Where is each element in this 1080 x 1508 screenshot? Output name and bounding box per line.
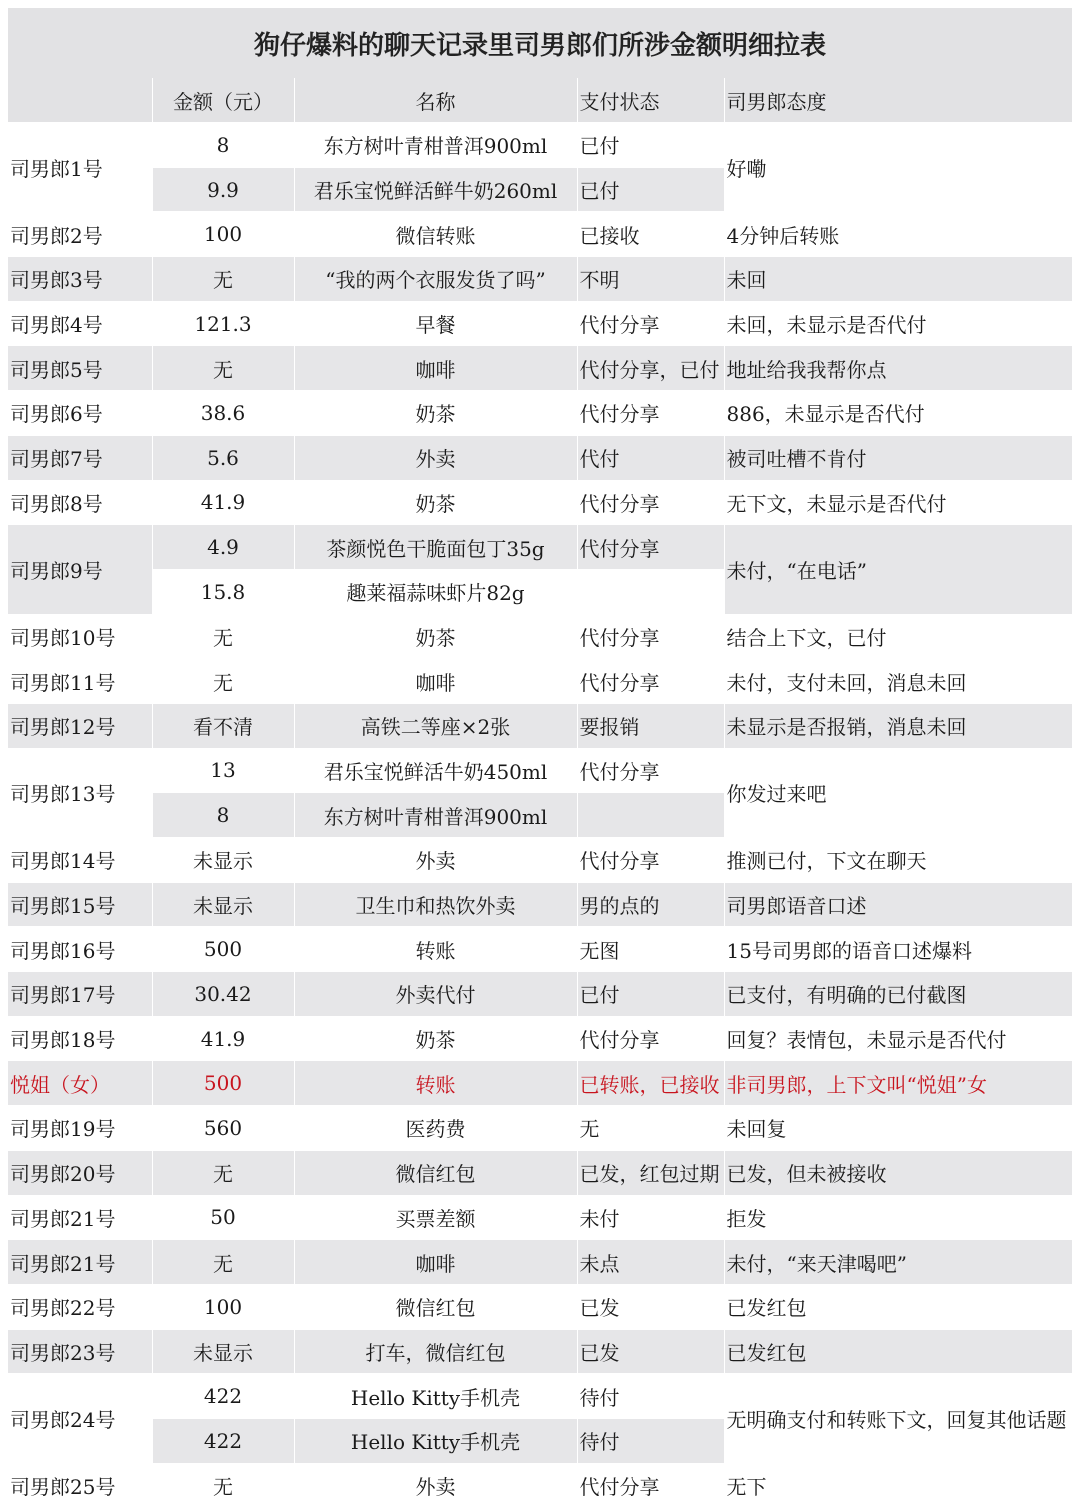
status-cell: 已发，红包过期 (577, 1150, 724, 1195)
attitude-cell: 未付，“来天津喝吧” (724, 1240, 1072, 1285)
sheet-title: 狗仔爆料的聊天记录里司男郎们所涉金额明细拉表 (8, 8, 1072, 78)
attitude-cell: 未付，“在电话” (724, 525, 1072, 614)
amount-cell: 8 (152, 793, 294, 838)
item-name-cell: 微信红包 (294, 1284, 577, 1329)
amount-cell: 560 (152, 1106, 294, 1151)
status-cell: 代付分享 (577, 480, 724, 525)
status-cell: 未点 (577, 1240, 724, 1285)
fade-overlay (778, 1456, 1080, 1492)
item-name-cell: 咖啡 (294, 1240, 577, 1285)
status-cell: 代付分享 (577, 659, 724, 704)
table-row (8, 614, 1072, 659)
spreadsheet (8, 8, 1072, 1508)
status-cell: 无 (577, 1106, 724, 1151)
table-row (8, 1016, 1072, 1061)
amount-cell: 无 (152, 1240, 294, 1285)
item-name-cell: Hello Kitty手机壳 (294, 1418, 577, 1463)
row-name-cell: 司男郎5号 (8, 346, 152, 391)
item-name-cell: 奶茶 (294, 391, 577, 436)
item-name-cell: 奶茶 (294, 1016, 577, 1061)
status-cell: 已接收 (577, 212, 724, 257)
status-cell: 已付 (577, 167, 724, 212)
attitude-cell: 已支付，有明确的已付截图 (724, 972, 1072, 1017)
row-name-cell: 司男郎11号 (8, 659, 152, 704)
attitude-cell: 地址给我我帮你点 (724, 346, 1072, 391)
item-name-cell: 君乐宝悦鲜活鲜牛奶260ml (294, 167, 577, 212)
header-item: 名称 (294, 78, 577, 123)
status-cell: 未付 (577, 1195, 724, 1240)
amount-cell: 30.42 (152, 972, 294, 1017)
amount-cell: 15.8 (152, 569, 294, 614)
item-name-cell: 卫生巾和热饮外卖 (294, 882, 577, 927)
item-name-cell: 君乐宝悦鲜活牛奶450ml (294, 748, 577, 793)
row-name-cell: 司男郎20号 (8, 1150, 152, 1195)
item-name-cell: 趣莱福蒜味虾片82g (294, 569, 577, 614)
status-cell: 代付分享 (577, 391, 724, 436)
amount-cell: 422 (152, 1418, 294, 1463)
item-name-cell: 奶茶 (294, 614, 577, 659)
status-cell: 代付 (577, 435, 724, 480)
table-row (8, 301, 1072, 346)
table-row (8, 1106, 1072, 1151)
status-cell: 要报销 (577, 703, 724, 748)
status-cell: 不明 (577, 257, 724, 302)
row-name-cell: 司男郎21号 (8, 1195, 152, 1240)
table-row (8, 212, 1072, 257)
item-name-cell: 微信红包 (294, 1150, 577, 1195)
table-row (8, 123, 1072, 168)
attitude-cell: 未回 (724, 257, 1072, 302)
status-cell: 已发 (577, 1284, 724, 1329)
item-name-cell: 外卖 (294, 435, 577, 480)
amount-cell: 未显示 (152, 1329, 294, 1374)
amount-cell: 422 (152, 1374, 294, 1419)
status-cell: 已付 (577, 123, 724, 168)
attitude-cell: 未回复 (724, 1106, 1072, 1151)
amount-cell: 无 (152, 257, 294, 302)
amount-cell: 41.9 (152, 1016, 294, 1061)
status-cell: 代付分享，已付 (577, 346, 724, 391)
table-row (8, 838, 1072, 883)
amount-cell: 9.9 (152, 167, 294, 212)
row-name-cell: 司男郎17号 (8, 972, 152, 1017)
expense-table (8, 78, 1072, 1508)
row-name-cell: 司男郎10号 (8, 614, 152, 659)
amount-cell: 121.3 (152, 301, 294, 346)
table-row (8, 1284, 1072, 1329)
attitude-cell: 司男郎语音口述 (724, 882, 1072, 927)
status-cell: 待付 (577, 1374, 724, 1419)
header-attitude: 司男郎态度 (724, 78, 1072, 123)
attitude-cell: 15号司男郎的语音口述爆料 (724, 927, 1072, 972)
amount-cell: 无 (152, 614, 294, 659)
status-cell: 代付分享 (577, 748, 724, 793)
attitude-cell: 无下文，未显示是否代付 (724, 480, 1072, 525)
row-name-cell: 悦姐（女） (8, 1061, 152, 1106)
item-name-cell: 医药费 (294, 1106, 577, 1151)
status-cell: 代付分享 (577, 525, 724, 570)
attitude-cell: 未显示是否报销，消息未回 (724, 703, 1072, 748)
status-cell: 代付分享 (577, 1463, 724, 1508)
item-name-cell: 微信转账 (294, 212, 577, 257)
row-name-cell: 司男郎15号 (8, 882, 152, 927)
table-body (8, 123, 1072, 1508)
status-cell: 代付分享 (577, 1016, 724, 1061)
status-cell (577, 793, 724, 838)
amount-cell: 50 (152, 1195, 294, 1240)
amount-cell: 无 (152, 1463, 294, 1508)
row-name-cell: 司男郎14号 (8, 838, 152, 883)
amount-cell: 看不清 (152, 703, 294, 748)
attitude-cell: 结合上下文，已付 (724, 614, 1072, 659)
status-cell: 代付分享 (577, 614, 724, 659)
attitude-cell: 你发过来吧 (724, 748, 1072, 837)
amount-cell: 无 (152, 659, 294, 704)
table-row (8, 972, 1072, 1017)
item-name-cell: 东方树叶青柑普洱900ml (294, 123, 577, 168)
row-name-cell: 司男郎4号 (8, 301, 152, 346)
table-row (8, 882, 1072, 927)
attitude-cell: 好嘞 (724, 123, 1072, 212)
row-name-cell: 司男郎16号 (8, 927, 152, 972)
item-name-cell: 外卖 (294, 838, 577, 883)
amount-cell: 8 (152, 123, 294, 168)
item-name-cell: 早餐 (294, 301, 577, 346)
item-name-cell: 咖啡 (294, 346, 577, 391)
amount-cell: 41.9 (152, 480, 294, 525)
amount-cell: 5.6 (152, 435, 294, 480)
header-amount: 金额（元） (152, 78, 294, 123)
item-name-cell: 茶颜悦色干脆面包丁35g (294, 525, 577, 570)
row-name-cell: 司男郎19号 (8, 1106, 152, 1151)
item-name-cell: 外卖代付 (294, 972, 577, 1017)
row-name-cell: 司男郎18号 (8, 1016, 152, 1061)
table-row (8, 659, 1072, 704)
item-name-cell: 转账 (294, 927, 577, 972)
row-name-cell: 司男郎23号 (8, 1329, 152, 1374)
status-cell: 代付分享 (577, 301, 724, 346)
status-cell: 已付 (577, 972, 724, 1017)
amount-cell: 13 (152, 748, 294, 793)
row-name-cell: 司男郎7号 (8, 435, 152, 480)
row-name-cell: 司男郎12号 (8, 703, 152, 748)
attitude-cell: 未付，支付未回，消息未回 (724, 659, 1072, 704)
status-cell: 男的点的 (577, 882, 724, 927)
attitude-cell: 推测已付，下文在聊天 (724, 838, 1072, 883)
row-name-cell: 司男郎8号 (8, 480, 152, 525)
item-name-cell: Hello Kitty手机壳 (294, 1374, 577, 1419)
attitude-cell: 已发红包 (724, 1284, 1072, 1329)
table-row (8, 1150, 1072, 1195)
table-row (8, 703, 1072, 748)
amount-cell: 100 (152, 1284, 294, 1329)
attitude-cell: 4分钟后转账 (724, 212, 1072, 257)
attitude-cell: 886，未显示是否代付 (724, 391, 1072, 436)
status-cell: 待付 (577, 1418, 724, 1463)
item-name-cell: 转账 (294, 1061, 577, 1106)
header-blank (8, 78, 152, 123)
status-cell: 无图 (577, 927, 724, 972)
row-name-cell: 司男郎21号 (8, 1240, 152, 1285)
amount-cell: 未显示 (152, 882, 294, 927)
amount-cell: 无 (152, 1150, 294, 1195)
item-name-cell: 奶茶 (294, 480, 577, 525)
item-name-cell: 咖啡 (294, 659, 577, 704)
item-name-cell: 外卖 (294, 1463, 577, 1508)
header-row (8, 78, 1072, 123)
row-name-cell: 司男郎9号 (8, 525, 152, 614)
table-row (8, 525, 1072, 570)
amount-cell: 500 (152, 927, 294, 972)
table-row (8, 1240, 1072, 1285)
table-row (8, 257, 1072, 302)
row-name-cell: 司男郎25号 (8, 1463, 152, 1508)
amount-cell: 100 (152, 212, 294, 257)
table-row (8, 1374, 1072, 1419)
attitude-cell: 被司吐槽不肯付 (724, 435, 1072, 480)
status-cell (577, 569, 724, 614)
item-name-cell: 高铁二等座×2张 (294, 703, 577, 748)
attitude-cell: 回复？表情包，未显示是否代付 (724, 1016, 1072, 1061)
item-name-cell: 买票差额 (294, 1195, 577, 1240)
item-name-cell: “我的两个衣服发货了吗” (294, 257, 577, 302)
status-cell: 代付分享 (577, 838, 724, 883)
status-cell: 已发 (577, 1329, 724, 1374)
attitude-cell: 无下 (724, 1463, 1072, 1508)
row-name-cell: 司男郎6号 (8, 391, 152, 436)
amount-cell: 500 (152, 1061, 294, 1106)
amount-cell: 无 (152, 346, 294, 391)
attitude-cell: 已发，但未被接收 (724, 1150, 1072, 1195)
amount-cell: 4.9 (152, 525, 294, 570)
table-row (8, 346, 1072, 391)
attitude-cell: 拒发 (724, 1195, 1072, 1240)
attitude-cell: 已发红包 (724, 1329, 1072, 1374)
amount-cell: 未显示 (152, 838, 294, 883)
table-row (8, 435, 1072, 480)
table-row (8, 1061, 1072, 1106)
row-name-cell: 司男郎3号 (8, 257, 152, 302)
item-name-cell: 打车，微信红包 (294, 1329, 577, 1374)
table-row (8, 927, 1072, 972)
row-name-cell: 司男郎24号 (8, 1374, 152, 1463)
table-row (8, 480, 1072, 525)
amount-cell: 38.6 (152, 391, 294, 436)
attitude-cell: 未回，未显示是否代付 (724, 301, 1072, 346)
row-name-cell: 司男郎13号 (8, 748, 152, 837)
status-cell: 已转账，已接收 (577, 1061, 724, 1106)
table-row (8, 748, 1072, 793)
table-row (8, 1195, 1072, 1240)
row-name-cell: 司男郎2号 (8, 212, 152, 257)
table-row (8, 391, 1072, 436)
attitude-cell: 非司男郎，上下文叫“悦姐”女 (724, 1061, 1072, 1106)
header-status: 支付状态 (577, 78, 724, 123)
item-name-cell: 东方树叶青柑普洱900ml (294, 793, 577, 838)
row-name-cell: 司男郎22号 (8, 1284, 152, 1329)
table-row (8, 1329, 1072, 1374)
row-name-cell: 司男郎1号 (8, 123, 152, 212)
attitude-cell: 无明确支付和转账下文，回复其他话题 (724, 1374, 1072, 1463)
